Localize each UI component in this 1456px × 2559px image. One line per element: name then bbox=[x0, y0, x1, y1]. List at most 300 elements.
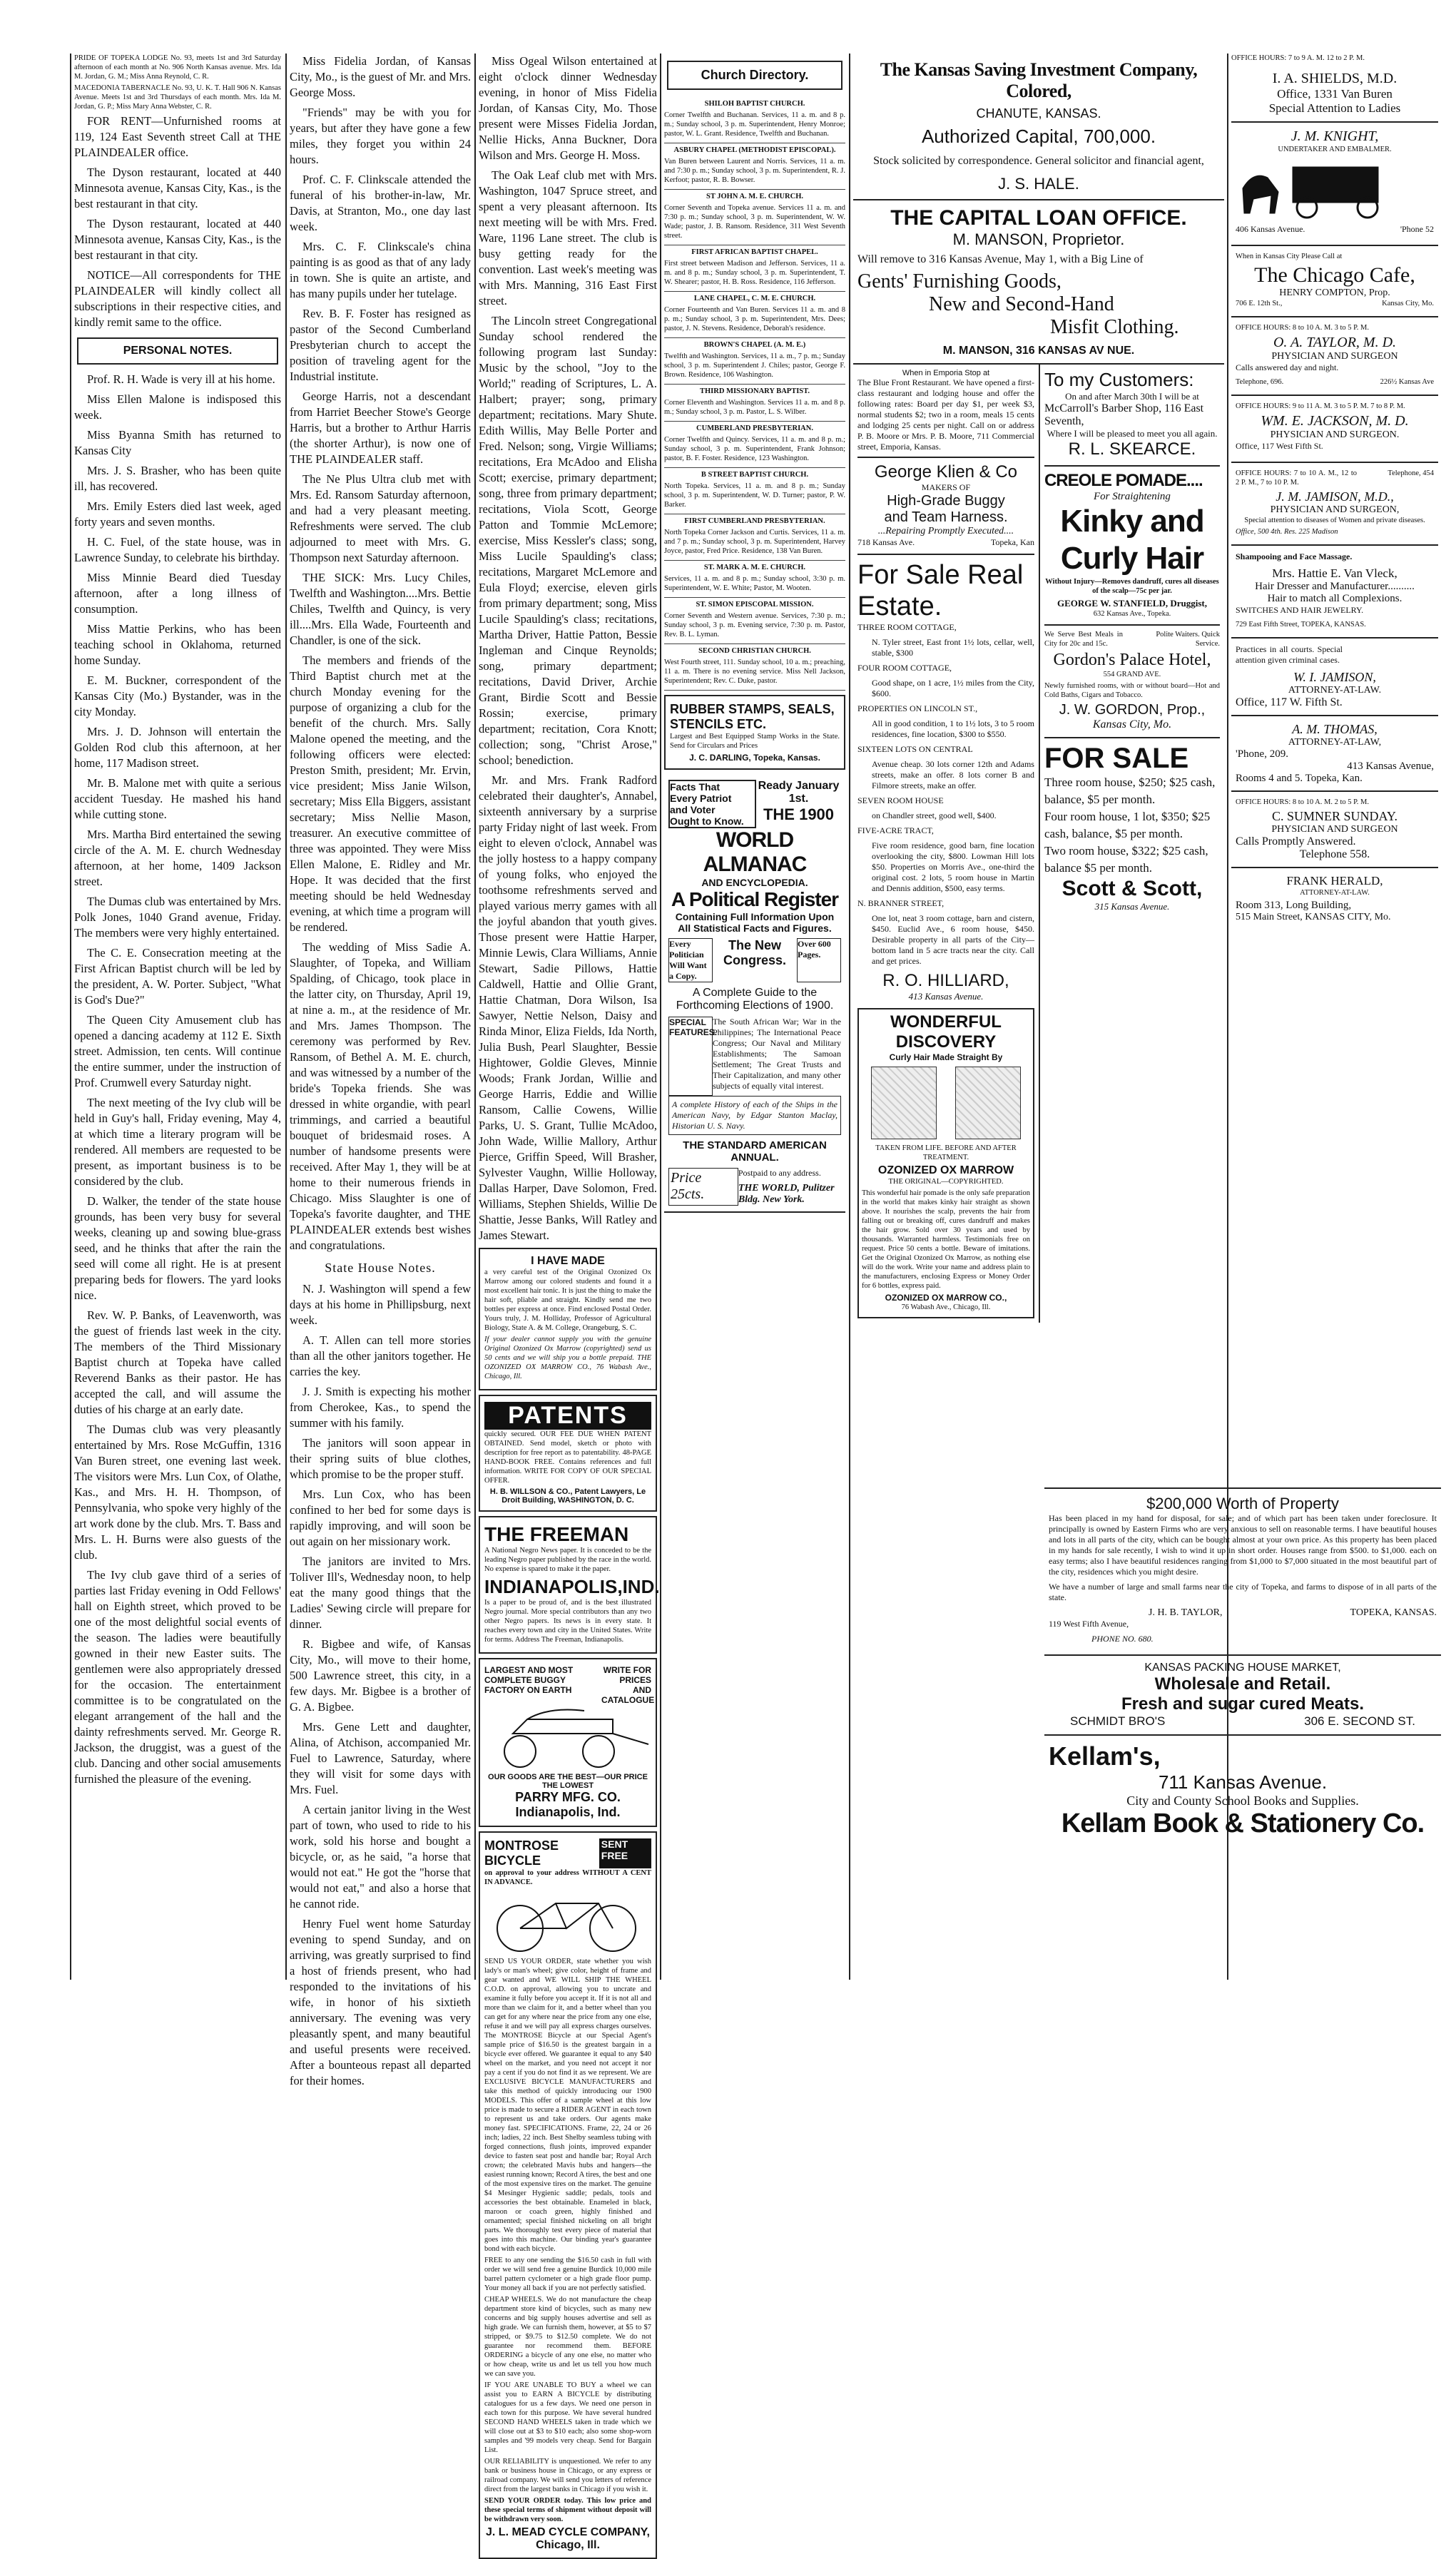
montrose-bicycle-ad bbox=[479, 1831, 657, 2559]
for-sale-real-estate-ad bbox=[857, 554, 1034, 1002]
card-name: C. SUMNER SUNDAY. bbox=[1271, 809, 1398, 823]
card-head: Shampooing and Face Massage. bbox=[1236, 551, 1353, 561]
sale-item-text: Five room residence, good barn, fine location overlooking the city, $800. Lowman Hill lots $50. Properties on Morris Ave., one-third the original cost. 2 lots, 5 room house in Martin and Dennis addition, $500, easy terms. bbox=[872, 840, 1034, 893]
article-paragraph: The janitors are invited to Mrs. Toliver Ill's, Wednesday noon, to help eat the many good things that the Ladies' Sewing circle will prepare for dinner. bbox=[290, 1555, 471, 1631]
article-paragraph: The Dumas club was very pleasantly entertained by Mrs. Rose McGuffin, 1316 Van Buren street, one evening last week. The visitors were Mrs. Lun Cox, of Olathe, Kas., and Mrs. H. H. Thompson, of Pennsylvania, who spoke very highly of the art work done by the club. Mrs. T. Bass and Mrs. L. H. Burns were also guests of the club. bbox=[74, 1423, 281, 1562]
wonderful-discovery-ad bbox=[857, 1008, 1034, 1318]
card-title: ATTORNEY-AT-LAW. bbox=[1288, 685, 1382, 696]
article-paragraph: THE SICK: Mrs. Lucy Chiles, Twelfth and Washington....Mrs. Bettie Chiles, Twelfth and Quincy, is very ill....Mrs. Ella Wade, Fourteenth and Chandler, is one of the sick. bbox=[290, 571, 471, 647]
card-title: PHYSICIAN AND SURGEON bbox=[1271, 351, 1398, 362]
taylor-card bbox=[1231, 317, 1438, 396]
palace-city: Kansas City, Mo. bbox=[1092, 718, 1172, 731]
office-hours: OFFICE HOURS: 7 to 9 A. M. 12 to 2 P. M. bbox=[1231, 54, 1365, 62]
loan-body: Will remove to 316 Kansas Avenue, May 1, with a Big Line of bbox=[857, 253, 1144, 265]
ad-body: a very careful test of the Original Ozonized Ox Marrow among our colored students and found it a most excellent hair tonic. It is just the thing to make the hair soft, pliable and straight. Kindly send me two bottles per express at once. Find enclosed Postal Order. Yours truly, J. M. Holliday, Professor of Agricultural Biology, State A. & M. College, Orangeburg, S. C. bbox=[484, 1268, 651, 1332]
sale-item-text: N. Tyler street, East front 1½ lots, cellar, well, stable, $300 bbox=[872, 637, 1034, 658]
church-details: Services, 11 a. m. and 8 p. m.; Sunday school, 3:30 p. m. Superintendent, W. E. White; Pastor, M. Wooten. bbox=[664, 575, 845, 592]
almanac-facts bbox=[668, 780, 756, 828]
church-details: Corner Twelfth and Buchanan. Services, 11 a. m. and 8 p. m.; Sunday school, 3 p. m. Superintendent, Henry Monroe; pastor, W. L. Grant. Residence, Twelfth and Buchanan. bbox=[664, 111, 845, 138]
bicycle-title: MONTROSE BICYCLE bbox=[484, 1838, 559, 1868]
church-name: ST JOHN A. M. E. CHURCH. bbox=[706, 193, 804, 200]
article-paragraph: H. C. Fuel, of the state house, was in Lawrence Sunday, to celebrate his birthday. bbox=[74, 535, 281, 564]
article-paragraph: The Dyson restaurant, located at 440 Minnesota avenue, Kansas City, Kas., is the best restaurant in that city. bbox=[74, 166, 281, 210]
church-details: First street between Madison and Jefferson. Services, 11 a. m. and 8 p. m.; Sunday school, 3 p. m. Superintendent, T. W. Shearer; pastor, H. B. Ross. Residence, 116 Jefferson. bbox=[664, 260, 845, 286]
kellam-ad bbox=[1044, 1736, 1441, 1845]
article-paragraph: Miss Ellen Malone is indisposed this week. bbox=[74, 392, 281, 422]
card-note: Hair to match all Complexions. bbox=[1267, 593, 1402, 604]
article-paragraph: Prof. R. H. Wade is very ill at his home. bbox=[87, 372, 275, 386]
forsale2-firm: Scott & Scott, bbox=[1062, 877, 1203, 900]
bicycle-reliability: OUR RELIABILITY is unquestioned. We refer to any bank or business house in Chicago, or any express or railroad company. We will send you letters of reference direct from the largest banks in Chicago if you wish it. bbox=[484, 2458, 651, 2493]
article-paragraph: The Lincoln street Congregational Sunday school rendered the following program last Sunday: Music by the school, "Joy to the World;" reading of Scriptures, L. A. Halbert; prayer; song, primary department; recitations. Mary Shute. Edith Willis, May Belle Porter and Fred. Nelson; song, Virgie Williams; recitations, Era McAdoo and Elisha Scott; exercise, primary department; song, three from primary department; recitations, Viola Scott, George Patton and Tommie McLemore; exercise, Miss Kessler's class; song, Miss Lucile Spaulding's class; recitations, Margaret McLemore and Eula Floyd; exercise, eleven girls from primary department; song, Miss Lucile Spaulding's class; recitations, Martha Driver, Hattie Patton, Bessie Ingleman and Cinque Reynolds; song, primary department; recitations, David Driver, Archie Grant, Birdie Scott and Bessie Rossin; exercise, primary department; recitation, Cora Knott; collection; song, "Christ Arose," school; benediction. bbox=[479, 314, 657, 767]
buggy-maker: PARRY MFG. CO. Indianapolis, Ind. bbox=[515, 1790, 621, 1819]
article-paragraph: N. J. Washington will spend a few days at his home in Phillipsburg, next week. bbox=[290, 1282, 471, 1327]
article-paragraph: E. M. Buckner, correspondent of the Kansas City (Mo.) Bystander, was in the city Monday. bbox=[74, 673, 281, 718]
article-paragraph: FOR RENT—Unfurnished rooms at 119, 124 East Seventh street Call at THE PLAINDEALER office. bbox=[74, 114, 281, 159]
almanac-post: Postpaid to any address. bbox=[738, 1168, 821, 1178]
article-paragraph: R. Bigbee and wife, of Kansas City, Mo., will move to their home, 500 Lawrence street, this city, in a few days. Mr. Bigbee is a brother of G. A. Bigbee. bbox=[290, 1637, 471, 1714]
ad-footer: If your dealer cannot supply you with the genuine Original Ozonized Ox Marrow (copyrighted) send us 50 cents and we will ship you a bottle prepaid. THE OZONIZED OX MARROW CO., 76 Wabash Ave., Chicago, Ill. bbox=[484, 1336, 651, 1380]
card-hours: OFFICE HOURS: 7 to 10 A. M., 12 to 2 P. M., 7 to 10 P. M. bbox=[1236, 469, 1357, 487]
loan-goods: New and Second-Hand bbox=[929, 293, 1114, 315]
article-paragraph: The Queen City Amusement club has opened a dancing academy at 112 E. Sixth street. Admission, ten cents. Will continue the entire summer, under the instruction of Prof. Crumwell every Saturday night. bbox=[74, 1013, 281, 1089]
klien-ad bbox=[857, 457, 1034, 548]
freeman-state: IND. bbox=[622, 1576, 660, 1597]
emporia-body: The Blue Front Restaurant. We have opened a first-class restaurant and lodging house and offer the following rates: Board per day $1, per week $3, normal students $2; two in a room, meals 15 cents and lodging 25 cents per night. Call on or address P. B. Moore or Mrs. P. B. Moore, 711 Commercial street, Emporia, Kansas. bbox=[857, 377, 1034, 452]
bicycle-unable: IF YOU ARE UNABLE TO BUY a wheel we can assist you to EARN A BICYCLE by distributing catalogues for us a few days. We need one person in each town for this purpose. We have several hundred SECOND HAND WHEELS taken in trade which we will close out at $3 to $10 each; also some shop-worn samples and '99 models very cheap. Send for Bargain List. bbox=[484, 2381, 651, 2454]
article-paragraph: Miss Mattie Perkins, who has been teaching school in Oklahoma, returned home Sunday. bbox=[74, 622, 281, 667]
kansas-saving-body: Stock solicited by correspondence. General solicitor and financial agent, bbox=[873, 155, 1204, 167]
almanac-title: WORLD ALMANAC bbox=[703, 828, 807, 876]
before-portrait bbox=[871, 1067, 937, 1139]
buggy-write: WRITE FOR PRICES AND CATALOGUE bbox=[601, 1665, 655, 1705]
bicycle-body: SEND US YOUR ORDER, state whether you wish lady's or man's wheel; give color, height of frame and gear wanted and WE WILL SHIP THE WHEEL C.O.D. on approval, allowing you to uncrate and examine it fully before you accept it. If it is not all and more than we claim for it, and a better wheel than you can get for any where near the price from any one else, refuse it and we will pay all express charges ourselves. The MONTROSE Bicycle at our Special Agent's sample price of $16.50 is the greatest bargain in a bicycle ever offered. We guarantee it equal to any $40 wheel on the market, and you need not accept it nor pay a cent if you do not find it as we represent. We are EXCLUSIVE BICYCLE MANUFACTURERS and take this method of quickly introducing our 1900 MODELS. This offer of a sample wheel at this low price is made to secure a RIDER AGENT in each town to represent us and take orders. Our agents make money fast. SPECIFICATIONS. Frame, 22, 24 or 26 inch; ladies, 22 inch. Best Shelby seamless tubing with forged connections, flush joints, improved expander device to fasten seat post and handle bar; Royal Arch crown; the celebrated Mavis hubs and hangers—the easiest running known; Record A tires, the best and one of the most expensive tires on the market. The genuine $4 Mesinger Hygienic saddle; pedals, tools and accessories the best obtainable. Enameled in black, maroon or coach green, highly finished and ornamented; special finished nickeling on all bright parts. We thoroughly test every piece of material that goes into this machine. Our binding year's guarantee bond with each bicycle. bbox=[484, 1958, 651, 2253]
customers-body: On and after March 30th I will be at bbox=[1065, 391, 1199, 402]
property-name: J. H. B. TAYLOR, bbox=[1149, 1607, 1223, 1618]
palace-top: We Serve Best Meals in City for 20c and 15c. bbox=[1044, 631, 1123, 648]
almanac-features: The South African War; War in the Philippines; The International Peace Congress; Our Naval and Military Establishments; The Samoan Settlement; The Great Trusts and Their Capitalization, and many other subjects of equally vital interest. bbox=[713, 1017, 841, 1091]
chicago-cafe-card bbox=[1231, 246, 1438, 317]
card-phone: 'Phone, 209. bbox=[1236, 748, 1288, 760]
almanac-fact-line: and Voter bbox=[670, 804, 716, 815]
klien-makers: MAKERS OF bbox=[921, 482, 971, 492]
kellam-firm: Kellam Book & Stationery Co. bbox=[1061, 1808, 1425, 1838]
stamps-firm: J. C. DARLING, Topeka, Kansas. bbox=[689, 753, 820, 763]
left-subcolumn bbox=[853, 365, 1040, 1323]
card-phone: Telephone, 454 bbox=[1388, 469, 1434, 477]
article-paragraph: The Dumas club was entertained by Mrs. Polk Jones, 1040 Grand avenue, Friday. The members were very highly entertained. bbox=[74, 895, 281, 940]
church-details: Van Buren between Laurent and Norris. Services, 11 a. m. and 7:30 p. m.; Sunday school, 3 p. m. Superintendent, R. J. Kerfoot; pastor, R. B. Bowser. bbox=[664, 158, 845, 184]
church-name: LANE CHAPEL, C. M. E. CHURCH. bbox=[693, 295, 816, 302]
property-body: Has been placed in my hand for disposal, for sale; and of which part has been taken under foreclosure. It principally is owned by Eastern Firms who are very anxious to sell on reasonable terms. I have beautiful houses and lots in all parts of the city, which can be bought almost at your own price. As this property has been placed in my hands for sale recently, I wish to wind it up in short order. Houses range from $500. to $1,000. each on easy terms; also I have beautiful residences ranging from $1,000 to $7,000 situated in the most beautiful part of the city, residences which you might desire. bbox=[1049, 1513, 1437, 1577]
column-4 bbox=[664, 54, 845, 1980]
article-paragraph: J. J. Smith is expecting his mother from Cherokee, Kas., to spend the summer with his family. bbox=[290, 1385, 471, 1430]
creole-note: Without Injury—Removes dandruff, cures all diseases of the scalp—75c per jar. bbox=[1045, 578, 1219, 595]
buggy-slogan: OUR GOODS ARE THE BEST—OUR PRICE THE LOWEST bbox=[488, 1773, 648, 1790]
world-almanac-ad bbox=[664, 774, 845, 1213]
church-entry bbox=[664, 644, 845, 691]
forsale2-line: Three room house, $250; $25 cash, balance, $5 per month. bbox=[1044, 775, 1216, 806]
loan-goods: Misfit Clothing. bbox=[1050, 316, 1179, 338]
forsale2-addr: 315 Kansas Avenue. bbox=[1094, 901, 1170, 912]
palace-title: Gordon's Palace Hotel, bbox=[1053, 651, 1211, 669]
for-sale-houses-ad bbox=[1044, 737, 1220, 912]
bicycle-illustration bbox=[484, 1889, 653, 1953]
bicycle-free-note: FREE to any one sending the $16.50 cash in full with order we will send free a genuine Burdick 10,000 mile barrel pattern cyclometer or a high grade floor pump. Your money all back if you are not perfectly satisfied. bbox=[484, 2257, 651, 2292]
bicycle-maker: J. L. MEAD CYCLE COMPANY, Chicago, Ill. bbox=[486, 2526, 650, 2551]
sunday-card bbox=[1231, 792, 1438, 868]
card-name: FRANK HERALD, bbox=[1286, 874, 1383, 887]
almanac-history: A complete History of each of the Ships in the American Navy, by Edgar Stanton Maclay, Historian U. S. Navy. bbox=[668, 1096, 841, 1135]
almanac-ready: Ready January 1st. bbox=[758, 780, 840, 805]
forsale2-line: Four room house, 1 lot, $350; $25 cash, balance, $5 per month. bbox=[1044, 810, 1211, 840]
church-name: B STREET BAPTIST CHURCH. bbox=[701, 471, 809, 479]
column-5 bbox=[853, 54, 1224, 1480]
card-phone: 'Phone 52 bbox=[1400, 224, 1434, 234]
right-subcolumn bbox=[1040, 365, 1224, 1323]
card-city: Kansas City, Mo. bbox=[1382, 300, 1434, 307]
card-name: O. A. TAYLOR, M. D. bbox=[1273, 335, 1397, 350]
church-entry bbox=[664, 338, 845, 385]
card-name: WM. E. JACKSON, M. D. bbox=[1261, 413, 1409, 429]
klien-rep: ...Repairing Promptly Executed.... bbox=[877, 526, 1014, 536]
card-addr: 406 Kansas Avenue. bbox=[1236, 224, 1305, 234]
ad-title: I HAVE MADE bbox=[531, 1255, 605, 1267]
article-paragraph: The janitors will soon appear in their spring suits of blue clothes, which promise to be the proper stuff. bbox=[290, 1436, 471, 1481]
packing-sub: Wholesale and Retail. bbox=[1154, 1674, 1331, 1694]
card-name: I. A. SHIELDS, M.D. bbox=[1272, 71, 1398, 86]
article-paragraph: The Dyson restaurant, located at 440 Minnesota avenue, Kansas City, Kas., is the best restaurant in that city. bbox=[74, 217, 281, 262]
state-house-heading: State House Notes. bbox=[325, 1261, 436, 1275]
klien-line: High-Grade Buggy bbox=[887, 493, 1005, 509]
article-paragraph: NOTICE—All correspondents for THE PLAINDEALER will kindly collect all subscriptions in their respective cities, and kindly remit same to the office. bbox=[74, 268, 281, 329]
card-note: Special Attention to Ladies bbox=[1268, 101, 1401, 115]
church-details: Corner Twelfth and Quincy. Services, 11 a. m. and 8 p. m.; Sunday school, 3 p. m. Superintendent, Frank Johnson; pastor, B. F. Foster. Residence, 123 Washington. bbox=[664, 436, 845, 462]
article-paragraph: The C. E. Consecration meeting at the First African Baptist church will be led by the president, A. W. Porter. Subject, "What is God's Due?" bbox=[74, 946, 281, 1007]
church-entry bbox=[664, 468, 845, 514]
loan-foot: M. MANSON, 316 KANSAS AV NUE. bbox=[942, 345, 1135, 357]
church-entry bbox=[664, 422, 845, 468]
sale-item-heading: FOUR ROOM COTTAGE, bbox=[857, 663, 952, 673]
almanac-new: The New Congress. bbox=[723, 938, 787, 967]
freeman-ad bbox=[479, 1516, 660, 1654]
loan-goods: Gents' Furnishing Goods, bbox=[857, 270, 1062, 292]
article-paragraph: Mrs. J. S. Brasher, who has been quite ill, has recovered. bbox=[74, 464, 281, 493]
church-name: BROWN'S CHAPEL (A. M. E.) bbox=[703, 341, 806, 349]
church-details: Corner Seventh and Western avenue. Services, 7:30 p. m.; Sunday school, 3 p. m. Evening service, 7:30 p. m. Pastor, Rev. B. L. Lyman. bbox=[664, 612, 845, 639]
church-entry bbox=[664, 514, 845, 561]
church-entry bbox=[664, 385, 845, 422]
kellam-title: Kellam's, bbox=[1049, 1741, 1161, 1771]
card-prop: HENRY COMPTON, Prop. bbox=[1279, 288, 1390, 298]
customers-title: To my Customers: bbox=[1044, 369, 1194, 390]
almanac-fact-line: Every Patriot bbox=[670, 793, 732, 804]
church-entry bbox=[664, 190, 845, 245]
card-top: When in Kansas City Please Call at bbox=[1236, 253, 1343, 260]
klien-city: Topeka, Kan bbox=[990, 537, 1034, 547]
wonderful-name: OZONIZED OX MARROW bbox=[877, 1164, 1014, 1176]
bicycle-free: SENT FREE bbox=[599, 1838, 651, 1868]
customers-body2: Where I will be pleased to meet you all again. bbox=[1047, 428, 1218, 439]
card-addr: 729 East Fifth Street, TOPEKA, KANSAS. bbox=[1236, 621, 1366, 629]
creole-addr: 632 Kansas Ave., Topeka. bbox=[1093, 610, 1171, 618]
article-paragraph: The wedding of Miss Sadie A. Slaughter, of Topeka, and William Spalding, of Chicago, took place in the latter city, on Thursday, April 19, at nine a. m., at the residence of Mr. and Mrs. James Thompson. The ceremony was performed by Rev. Ransom, of Bethel A. M. E. church, and was witnessed by a number of the bride's Topeka friends. She was dressed in white organdie, with pearl trimmings, and carried a beautiful bouquet of bridesmaid roses. A number of handsome presents were received. After May 1, they will be at home to their numerous friends in Chicago. Miss Slaughter is one of Topeka's favorite daughter, and THE PLAINDEALER extends best wishes and congratulations. bbox=[290, 940, 471, 1252]
card-title: UNDERTAKER AND EMBALMER. bbox=[1278, 146, 1392, 153]
wonderful-body: This wonderful hair pomade is the only safe preparation in the world that makes kinky hair straight as shown above. It nourishes the scalp, prevents the hair from falling out or breaking off, cures dandruff and makes the hair grow. Sold over 30 years and used by thousands. Warranted harmless. Testimonials free on request. Price 50 cents a bottle. Beware of imitations. Get the Original Ozonized Ox Marrow, as nothing else will do the work. Write your name and address plain to the manufacturers, enclosing Express or Money Order for 6 bottles, express paid. bbox=[862, 1189, 1030, 1290]
church-name: FIRST CUMBERLAND PRESBYTERIAN. bbox=[684, 517, 825, 525]
article-paragraph: Mr. and Mrs. Frank Radford celebrated their daughter's, Annabel, sixteenth anniversary by a surprise party Friday night of last week. From eight to eleven o'clock, Annabel was the jolly hostess to a happy company of young folks, who enjoyed the toothsome refreshments served and played various merry games with all the joyful abandon that youth gives. Those present were Hattie Harper, Minnie Lewis, Clara Williams, Annie Stewart, Sadie Pillows, Hattie Caldwell, Hattie and Ollie Grant, Hattie Chatman, Dora Wilson, Isa Sawyer, Nettie Nelson, Daisy and Rinda Minor, Eliza Fields, Ida North, Julia Bush, Pearl Slaughter, Bessie Hightower, Goldie Gleves, Minnie Woods; Frank Jordan, Willie and George Harris, Eddie and Willie Ransom, Callie Cowens, Willie Parks, U. S. Grant, Tullie McAdoo, John Wade, Willie Mallory, Arthur Pierce, Griffin Speed, Will Brasher, Sylvester Vaughn, Willie Holloway, Dallas Harper, Dave Solomon, Fred. Williams, Stephen Shields, Willie De Shattie, Jesse Banks, Will Ratley and James Stewart. bbox=[479, 773, 657, 1242]
creole-sub: For Straightening bbox=[1094, 491, 1171, 502]
card-calls: Calls answered day and night. bbox=[1236, 362, 1339, 372]
sale-item-text: One lot, neat 3 room cottage, barn and cistern, $450. Euclid Ave., 6 room house, $450. Desirable property in all parts of the City—bottom land in 5 acre tracts near the city. Call and get prices. bbox=[872, 913, 1034, 966]
sale-item-heading: THREE ROOM COTTAGE, bbox=[857, 622, 957, 632]
card-switches: SWITCHES AND HAIR JEWELRY. bbox=[1236, 605, 1364, 615]
card-addr: Office, 117 W. Fifth St. bbox=[1236, 696, 1343, 708]
creole-title: CREOLE POMADE.... bbox=[1044, 471, 1203, 490]
wonderful-orig: THE ORIGINAL—COPYRIGHTED. bbox=[888, 1178, 1004, 1186]
wonderful-addr: 76 Wabash Ave., Chicago, Ill. bbox=[901, 1303, 991, 1311]
almanac-year: THE 1900 bbox=[763, 805, 835, 823]
kansas-saving-title: The Kansas Saving Investment Company, Colored, bbox=[880, 59, 1198, 101]
forsale2-title: FOR SALE bbox=[1044, 743, 1189, 774]
card-addr: Office, 117 West Fifth St. bbox=[1236, 441, 1323, 451]
patents-firm: H. B. WILLSON & CO., Patent Lawyers, Le Droit Building, WASHINGTON, D. C. bbox=[489, 1487, 646, 1505]
palace-hotel-ad bbox=[1044, 624, 1220, 731]
article-paragraph: Mrs. Emily Esters died last week, aged forty years and seven months. bbox=[74, 499, 281, 529]
wonderful-sub: Curly Hair Made Straight By bbox=[889, 1052, 1003, 1062]
property-phone: PHONE NO. 680. bbox=[1091, 1634, 1154, 1644]
card-name: J. M. KNIGHT, bbox=[1290, 128, 1379, 144]
kansas-saving-city: CHANUTE, KANSAS. bbox=[976, 106, 1101, 121]
almanac-special: SPECIAL FEATURES. bbox=[668, 1017, 713, 1096]
article-paragraph: "Friends" may be with you for years, but after they have gone a few miles, they forget you within 24 hours. bbox=[290, 106, 471, 166]
card-title: PHYSICIAN AND SURGEON, bbox=[1270, 504, 1400, 515]
packing-meats: Fresh and sugar cured Meats. bbox=[1121, 1694, 1365, 1714]
sale-item-text: All in good condition, 1 to 1½ lots, 3 to 5 room residences, fine location, $300 to $550. bbox=[872, 718, 1034, 739]
forsale2-line: Two room house, $322; $25 cash, balance $5 per month. bbox=[1044, 844, 1208, 875]
article-paragraph: Mrs. Gene Lett and daughter, Alina, of Atchison, accompanied Mr. Fuel to Lawrence, Saturday, where they will visit for some days with Mrs. Fuel. bbox=[290, 1720, 471, 1796]
lodge-notice: PRIDE OF TOPEKA LODGE No. 93, meets 1st and 3rd Saturday afternoon of each month at No. 906 North Kansas avenue. Mrs. Ida M. Jordan, G. M.; Miss Anna Reynold, C. R. bbox=[74, 54, 281, 81]
almanac-containing: Containing Full Information Upon All Statistical Facts and Figures. bbox=[675, 911, 835, 934]
church-details: Corner Seventh and Topeka avenue. Services 11 a. m. and 7:30 p. m.; Sunday school, 3 p. m. Superintendent, W. W. Wade; pastor, J. B. Ransom. Residence, 311 West Seventh street. bbox=[664, 204, 845, 240]
card-title: PHYSICIAN AND SURGEON bbox=[1271, 824, 1398, 835]
buggy-factory-ad bbox=[479, 1658, 657, 1827]
creole-pomade-ad bbox=[1044, 465, 1220, 619]
church-entry bbox=[664, 292, 845, 338]
church-entry bbox=[664, 598, 845, 644]
freeman-city: INDIANAPOLIS, bbox=[484, 1576, 623, 1597]
column-1 bbox=[74, 54, 281, 1980]
church-name: CUMBERLAND PRESBYTERIAN. bbox=[696, 424, 813, 432]
packing-addr: 306 E. SECOND ST. bbox=[1304, 1714, 1415, 1728]
almanac-guide: A Complete Guide to the Forthcoming Elections of 1900. bbox=[676, 987, 834, 1012]
article-paragraph: Rev. B. F. Foster has resigned as pastor of the Second Cumberland Presbyterian church to accept the position of traveling agent for the Industrial institute. bbox=[290, 307, 471, 383]
card-addr: Office, 1331 Van Buren bbox=[1277, 87, 1393, 101]
patents-body: quickly secured. OUR FEE DUE WHEN PATENT OBTAINED. Send model, sketch or photo with description for free report as to patentability. 48-PAGE HAND-BOOK FREE. Contains references and full information. WRITE FOR COPY OF OUR SPECIAL OFFER. bbox=[484, 1430, 651, 1485]
card-addr: 515 Main Street, KANSAS CITY, Mo. bbox=[1236, 912, 1391, 922]
card-note: Special attention to diseases of Women and private diseases. bbox=[1244, 517, 1425, 524]
article-paragraph: The next meeting of the Ivy club will be held in Guy's hall, Friday evening, May 4, at which time a literary program will be rendered. All members are requested to be present, as important business is to be considered by the club. bbox=[74, 1096, 281, 1188]
freeman-body: Is a paper to be proud of, and is the best illustrated Negro journal. More special contributors than any two other Negro papers. Its news is in every state. It reaches every town and city in the United States. Write for terms. Address The Freeman, Indianapolis. bbox=[484, 1599, 651, 1644]
card-name: J. M. JAMISON, M.D., bbox=[1276, 489, 1394, 504]
sale-title: For Sale Real Estate. bbox=[857, 560, 1024, 621]
article-paragraph: Mrs. Martha Bird entertained the sewing circle of the A. M. E. church Wednesday afternoon, at her home, 1409 Jackson street. bbox=[74, 828, 281, 888]
madison-card bbox=[1231, 463, 1438, 546]
article-paragraph: Miss Fidelia Jordan, of Kansas City, Mo., is the guest of Mr. and Mrs. George Moss. bbox=[290, 54, 471, 99]
bicycle-send: SEND YOUR ORDER today. This low price and these special terms of shipment without deposit will be withdrawn very soon. bbox=[484, 2497, 651, 2523]
article-paragraph: The Ivy club gave third of a series of parties last Friday evening in Odd Fellows' hall on Eighth street, which proved to be one of the most delightful social events of the season. The ladies were beautifully gowned in their new Easter suits. The gentlemen were also appropriately dressed for the occasion. The entertainment committee is to be congratulated on the elegant arrangement of the hall and the dainty refreshments served. Mr. George R. Jackson, the druggist, was a guest of the club. Dancing and other social amusements furnished the pleasure of the evening. bbox=[74, 1568, 281, 1786]
patents-ad bbox=[479, 1395, 657, 1512]
card-rooms: Rooms 4 and 5. Topeka, Kan. bbox=[1236, 773, 1363, 784]
buggy-title: LARGEST AND MOST COMPLETE BUGGY FACTORY ON EARTH bbox=[484, 1665, 574, 1695]
card-title: ATTORNEY-AT-LAW. bbox=[1300, 889, 1370, 897]
church-name: SHILOH BAPTIST CHURCH. bbox=[704, 100, 805, 108]
sale-addr: 413 Kansas Avenue. bbox=[908, 991, 984, 1002]
church-name: FIRST AFRICAN BAPTIST CHAPEL. bbox=[691, 248, 818, 256]
church-name: ASBURY CHAPEL (METHODIST EPISCOPAL). bbox=[673, 146, 836, 154]
loan-title: THE CAPITAL LOAN OFFICE. bbox=[890, 206, 1187, 230]
article-paragraph: Henry Fuel went home Saturday evening to spend Sunday, and on arriving, was greatly surprised to find a host of friends present, who had responded to the invitations of his wife, in honor of his sixtieth anniversary. The evening was very pleasantly spent, and many beautiful and useful presents were received. After a bounteous repast all departed for their homes. bbox=[290, 1917, 471, 2087]
customers-name: R. L. SKEARCE. bbox=[1068, 439, 1196, 459]
sale-item-text: Good shape, on 1 acre, 1½ miles from the City, $600. bbox=[872, 678, 1034, 698]
almanac-over: Over 600 Pages. bbox=[797, 938, 841, 982]
card-room: Room 313, Long Building, bbox=[1236, 900, 1352, 911]
almanac-standard: THE STANDARD AMERICAN ANNUAL. bbox=[683, 1139, 827, 1164]
packing-title: KANSAS PACKING HOUSE MARKET, bbox=[1144, 1662, 1341, 1674]
bicycle-cheap: CHEAP WHEELS. We do not manufacture the cheap department store kind of bicycles, such as many new concerns and big supply houses advertise and sell as high grade. We can furnish them, however, at $5 to $7 stripped, or $9.75 to $12.50 complete. We do not guarantee nor recommend them. BEFORE ORDERING a bicycle of any one else, no matter who or how cheap, write us and let us tell you how much we can save you. bbox=[484, 2296, 651, 2378]
jamison-card bbox=[1231, 639, 1438, 716]
article-paragraph: Miss Minnie Beard died Tuesday afternoon, after a long illness of consumption. bbox=[74, 571, 281, 616]
card-addr: 706 E. 12th St., bbox=[1236, 300, 1283, 307]
property-body2: We have a number of large and small farms near the city of Topeka, and farms to dispose of in all parts of the state. bbox=[1049, 1582, 1437, 1602]
card-title: ATTORNEY-AT-LAW, bbox=[1288, 737, 1382, 748]
card-hours: OFFICE HOURS: 9 to 11 A. M. 3 to 5 P. M. 7 to 8 P. M. bbox=[1236, 402, 1405, 410]
church-details: Corner Fourteenth and Van Buren. Services 11 a. m. and 8 p. m.; Sunday school, 3 p. m. Superintendent, Mrs. Dees; pastor, J. N. Stevens. Residence, Deborah's residence. bbox=[664, 306, 845, 332]
palace-prop: J. W. GORDON, Prop., bbox=[1059, 702, 1206, 718]
jackson-card bbox=[1231, 396, 1438, 463]
buggy-illustration bbox=[484, 1705, 653, 1769]
patents-title: PATENTS bbox=[484, 1402, 651, 1430]
church-directory-heading: Church Directory. bbox=[667, 61, 842, 90]
article-paragraph: Rev. W. P. Banks, of Leavenworth, was the guest of friends last week in the city. The members of the Third Missionary Baptist church at Topeka have called Reverend Banks as their pastor. He has accepted the call, and will assume the duties of his charge at an early date. bbox=[74, 1308, 281, 1416]
card-name: The Chicago Cafe, bbox=[1254, 263, 1415, 287]
article-paragraph: Miss Byanna Smith has returned to Kansas City bbox=[74, 428, 281, 457]
packing-firm: SCHMIDT BRO'S bbox=[1070, 1714, 1166, 1728]
kansas-saving-ad bbox=[853, 54, 1224, 200]
church-details: North Topeka Corner Jackson and Curtis. Services, 11 a. m. and 7 p. m.; Sunday school, 3 p. m. Superintendent, Harvey Joyce, pastor, Fred Price. Residence, 138 Van Buren. bbox=[664, 529, 845, 555]
church-entry bbox=[664, 97, 845, 143]
kansas-saving-capital: Authorized Capital, 700,000. bbox=[921, 126, 1156, 147]
newspaper-page bbox=[71, 54, 1441, 2551]
church-details: Corner Eleventh and Washington. Services 11 a. m. and 8 p. m.; Sunday school, 3 p. m. Pastor, L. S. Wilber. bbox=[664, 399, 845, 416]
almanac-fact-line: Ought to Know. bbox=[670, 815, 744, 827]
card-phone: Telephone 558. bbox=[1299, 848, 1370, 860]
palace-body: Newly furnished rooms, with or without board—Hot and Cold Baths, Cigars and Tobacco. bbox=[1044, 682, 1220, 699]
customers-shop: McCarroll's Barber Shop, 116 East Seventh, bbox=[1044, 402, 1204, 427]
card-hours: OFFICE HOURS: 8 to 10 A. M. 3 to 5 P. M. bbox=[1236, 324, 1369, 332]
wonderful-firm: OZONIZED OX MARROW CO., bbox=[885, 1293, 1007, 1303]
column-rule bbox=[285, 54, 287, 1980]
card-addr: 413 Kansas Avenue, bbox=[1347, 760, 1434, 772]
sale-item-heading: N. BRANNER STREET, bbox=[857, 898, 945, 908]
property-city: TOPEKA, KANSAS. bbox=[1350, 1607, 1437, 1618]
knight-card bbox=[1231, 123, 1438, 246]
card-hours: OFFICE HOURS: 8 to 10 A. M. 2 to 5 P. M. bbox=[1236, 798, 1369, 806]
wonderful-title: WONDERFUL DISCOVERY bbox=[890, 1012, 1002, 1052]
article-paragraph: Mrs. C. F. Clinkscale's china painting is as good as that of any lady in town. She is quite an artiste, and has many pupils under her tutelage. bbox=[290, 240, 471, 300]
article-paragraph: The Ne Plus Ultra club met with Mrs. Ed. Ransom Saturday afternoon, and had a very pleasant meeting. Refreshments were served. The club adjourned to meet with Mrs. G. Thompson next Saturday afternoon. bbox=[290, 472, 471, 564]
column-rule bbox=[474, 54, 476, 1980]
church-name: THIRD MISSIONARY BAPTIST. bbox=[700, 387, 810, 395]
almanac-sub: AND ENCYCLOPEDIA. bbox=[701, 877, 808, 888]
sale-item-text: Avenue cheap. 30 lots corner 12th and Adams streets, make an offer. 8 lots corner B and Filmore streets, make an offer. bbox=[872, 759, 1034, 790]
bicycle-sub: on approval to your address WITHOUT A CENT IN ADVANCE. bbox=[484, 1869, 651, 1886]
packing-house-ad bbox=[1044, 1656, 1441, 1736]
article-paragraph: Mr. B. Malone met with quite a serious accident Tuesday. He mashed his hand while cutting stone. bbox=[74, 776, 281, 821]
stamps-title: RUBBER STAMPS, SEALS, STENCILS ETC. bbox=[670, 702, 835, 731]
article-paragraph: D. Walker, the tender of the state house grounds, has been very busy for several weeks, cleaning up and sowing blue-grass seed, and he thinks that after the rain the seed will come all right. He is at present preparing beds for flowers. The yard looks nice. bbox=[74, 1194, 281, 1302]
card-addr: Office, 500 4th. Res. 225 Madison bbox=[1236, 528, 1338, 536]
shields-card bbox=[1231, 65, 1438, 123]
property-addr: 119 West Fifth Avenue, bbox=[1049, 1619, 1129, 1629]
column-rule bbox=[849, 54, 850, 1980]
church-details: North Topeka. Services, 11 a. m. and 8 p. m.; Sunday school, 3 p. m. Superintendent, W. D. Turner; pastor, P. W. Barker. bbox=[664, 482, 845, 509]
wonderful-caption: TAKEN FROM LIFE. BEFORE AND AFTER TREATMENT. bbox=[875, 1144, 1017, 1161]
article-paragraph: George Harris, not a descendant from Harriet Beecher Stowe's George Harris, but a brother to Arthur Harris (the shorter Arthur), is now one of THE PLAINDEALER staff. bbox=[290, 390, 471, 466]
card-phone: Telephone, 696. bbox=[1236, 378, 1284, 386]
card-note: Practices in all courts. Special attention given criminal cases. bbox=[1236, 644, 1343, 665]
article-paragraph: A. T. Allen can tell more stories than all the other janitors together. He carries the key. bbox=[290, 1333, 471, 1378]
church-details: West Fourth street, 111. Sunday school, 10 a. m.; preaching, 11 a. m. There is no evening service. Miss Nell Jackson, Superintendent; Rev. C. Duke, pastor. bbox=[664, 658, 845, 685]
column-rule bbox=[660, 54, 661, 1980]
van-vleck-card bbox=[1231, 546, 1438, 639]
church-name: SECOND CHRISTIAN CHURCH. bbox=[698, 647, 811, 655]
article-paragraph: Miss Ogeal Wilson entertained at eight o'clock dinner Wednesday evening, in honor of Miss Fidelia Jordan, of Kansas City, Mo. Those present were Misses Fidelia Jordan, Nellie Hicks, Anna Buckner, Dora Wilson and Mrs. George H. Moss. bbox=[479, 54, 657, 162]
freeman-sub: A National Negro News paper. It is conceded to be the leading Negro paper published by the race in the world. No expense is spared to make it the paper. bbox=[484, 1547, 651, 1573]
almanac-fact-line: Facts That bbox=[670, 781, 721, 793]
card-calls: Calls Promptly Answered. bbox=[1236, 835, 1356, 848]
sale-item-heading: PROPERTIES ON LINCOLN ST., bbox=[857, 703, 978, 713]
article-paragraph: Mrs. Lun Cox, who has been confined to her bed for some days is rapidly improving, and will soon be out again on her missionary work. bbox=[290, 1487, 471, 1548]
klien-line: and Team Harness. bbox=[884, 509, 1008, 525]
emporia-title: When in Emporia Stop at bbox=[902, 369, 990, 377]
kansas-saving-agent: J. S. HALE. bbox=[998, 175, 1079, 193]
sale-item-heading: SEVEN ROOM HOUSE bbox=[857, 795, 944, 805]
klien-title: George Klien & Co bbox=[874, 462, 1018, 482]
card-title: PHYSICIAN AND SURGEON. bbox=[1270, 429, 1400, 440]
creole-big: Kinky and Curly Hair bbox=[1060, 504, 1204, 576]
church-entry bbox=[664, 561, 845, 598]
almanac-pub: THE WORLD, Pulitzer Bldg. New York. bbox=[738, 1183, 835, 1205]
thomas-card bbox=[1231, 716, 1438, 792]
column-2 bbox=[290, 54, 471, 2087]
sale-item-heading: SIXTEEN LOTS ON CENTRAL bbox=[857, 744, 973, 754]
article-paragraph: Mrs. J. D. Johnson will entertain the Golden Rod club this afternoon, at her home, 117 Madison street. bbox=[74, 725, 281, 770]
sale-item-text: on Chandler street, good well, $400. bbox=[872, 810, 997, 820]
column-6 bbox=[1231, 54, 1438, 1452]
card-name: W. I. JAMISON, bbox=[1293, 670, 1376, 684]
bottom-right-ads bbox=[1044, 1487, 1441, 1981]
column-rule bbox=[70, 54, 71, 1980]
article-paragraph: The Oak Leaf club met with Mrs. Washington, 1047 Spruce street, and spent a very pleasant afternoon. Its next meeting will be with Mrs. Fred. Ware, 1196 Lane street. The club is busy getting ready for the convention. Last week's meeting was with Mrs. Manning, 316 East First street. bbox=[479, 168, 657, 307]
creole-seller: GEORGE W. STANFIELD, Druggist, bbox=[1057, 598, 1207, 609]
property-title: $200,000 Worth of Property bbox=[1146, 1495, 1339, 1512]
church-details: Twelfth and Washington. Services, 11 a. m., 7 p. m.; Sunday school, 3 p. m. Superintendent J. Chiles; pastor, George F. Brown. Residence, 106 Washington. bbox=[664, 352, 845, 379]
freeman-title: THE FREEMAN bbox=[484, 1523, 629, 1545]
column-3 bbox=[479, 54, 660, 2551]
herald-card bbox=[1231, 868, 1438, 929]
sale-agent: R. O. HILLIARD, bbox=[882, 971, 1009, 990]
